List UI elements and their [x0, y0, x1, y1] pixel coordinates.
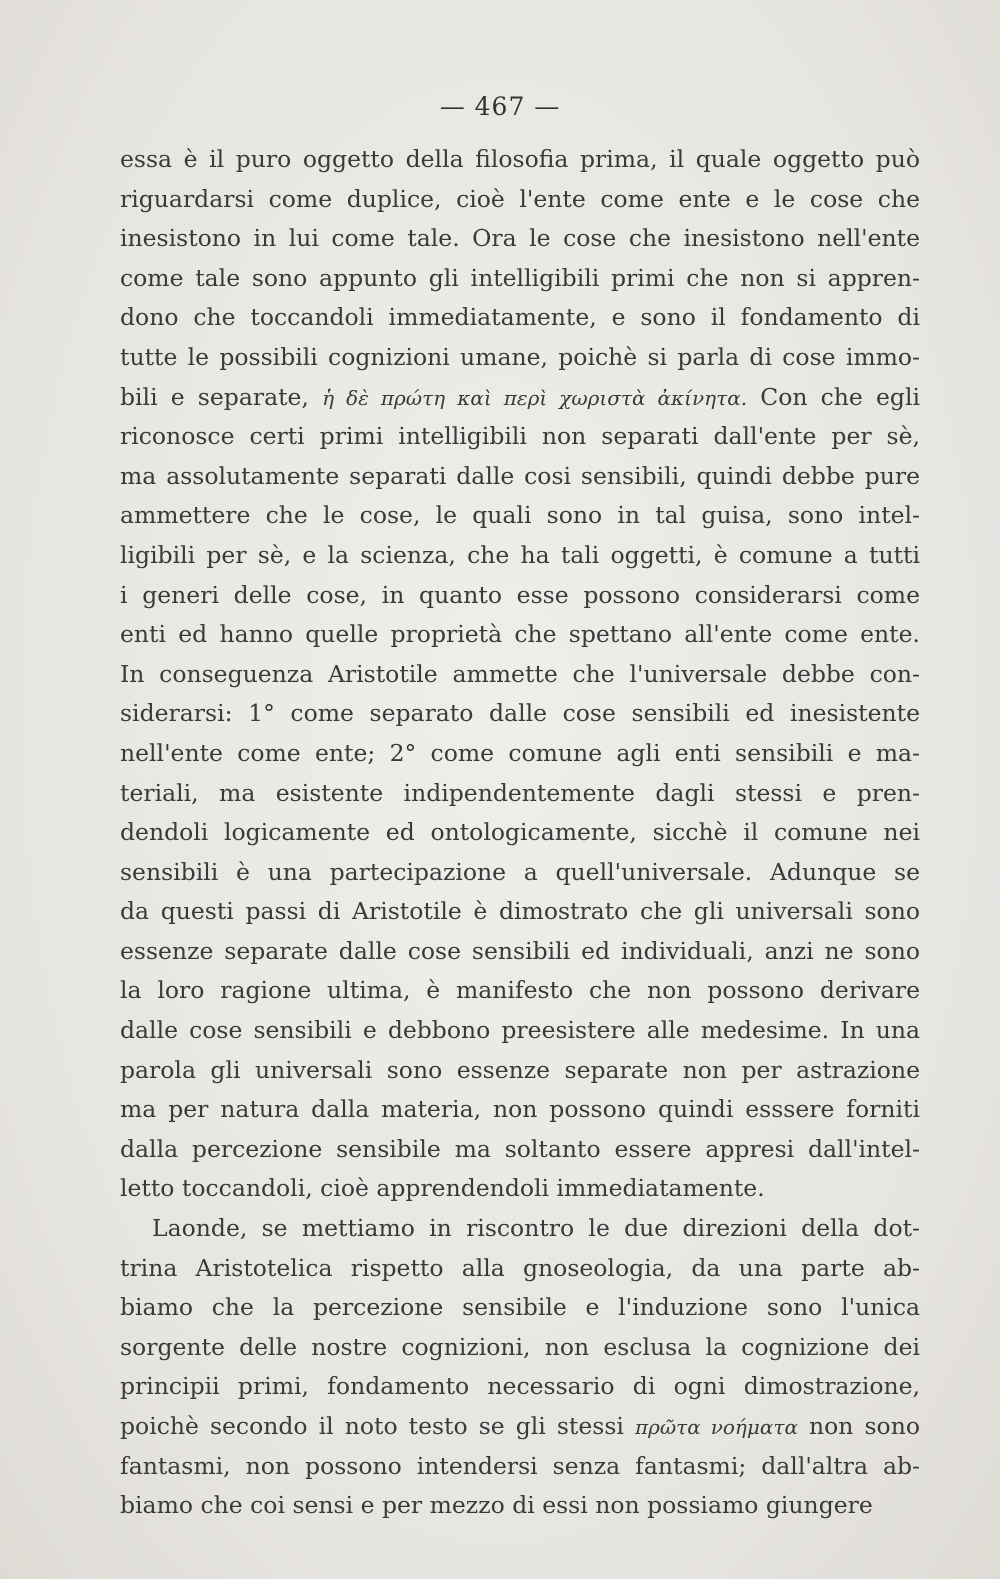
text-line	[120, 1169, 920, 1209]
text-line	[120, 576, 920, 616]
paragraph	[120, 1209, 920, 1526]
text-line	[120, 259, 920, 299]
text-line	[120, 496, 920, 536]
text-line	[120, 1090, 920, 1130]
text-segment: tutte le possibili cognizioni umane, poichè si parla di cose immo-	[120, 342, 920, 371]
text-segment: dono che toccandoli immediatamente, e sono il fondamento di	[120, 303, 920, 332]
text-line	[120, 298, 920, 338]
text-line	[120, 378, 920, 418]
text-segment: siderarsi: 1° come separato dalle cose sensibili ed inesistente	[120, 699, 920, 728]
paragraph	[120, 140, 920, 1209]
text-line	[120, 694, 920, 734]
greek-quote: πρῶτα νοήματα	[634, 1415, 798, 1439]
text-line	[120, 971, 920, 1011]
text-segment: Laonde, se mettiamo in riscontro le due direzioni della dot-	[152, 1214, 920, 1243]
text-segment: riguardarsi come duplice, cioè l'ente come ente e le cose che	[120, 184, 920, 213]
text-line	[120, 536, 920, 576]
text-segment: essa è il puro oggetto della filosofia prima, il quale oggetto può	[120, 145, 920, 173]
text-line	[120, 1407, 920, 1447]
text-segment: sensibili è una partecipazione a quell'universale. Adunque se	[120, 857, 920, 886]
text-line	[120, 1288, 920, 1328]
text-line	[120, 813, 920, 853]
text-line	[120, 457, 920, 497]
text-segment: biamo che coi sensi e per mezzo di essi non possiamo giungere	[120, 1491, 873, 1520]
text-line	[120, 1486, 920, 1526]
text-segment: come tale sono appunto gli intelligibili primi che non si appren-	[120, 263, 920, 292]
text-line	[120, 655, 920, 695]
text-segment: ligibili per sè, e la scienza, che ha tali oggetti, è comune a tutti	[120, 540, 920, 569]
text-line	[120, 338, 920, 378]
text-line	[120, 932, 920, 972]
text-segment: da questi passi di Aristotile è dimostrato che gli universali sono	[120, 897, 920, 926]
text-line	[120, 1328, 920, 1368]
text-line	[120, 140, 920, 180]
text-segment: Con che egli	[747, 382, 920, 411]
text-segment: fantasmi, non possono intendersi senza fantasmi; dall'altra ab-	[120, 1451, 920, 1480]
text-line	[120, 734, 920, 774]
text-segment: inesistono in lui come tale. Ora le cose che inesistono nell'ente	[120, 224, 920, 253]
text-segment: dendoli logicamente ed ontologicamente, sicchè il comune nei	[120, 818, 920, 847]
text-segment: nell'ente come ente; 2° come comune agli enti sensibili e ma-	[120, 738, 920, 767]
text-segment: teriali, ma esistente indipendentemente dagli stessi e pren-	[120, 778, 920, 807]
text-segment: dalla percezione sensibile ma soltanto essere appresi dall'intel-	[120, 1134, 920, 1163]
text-line	[120, 1209, 920, 1249]
text-line	[120, 774, 920, 814]
text-segment: sorgente delle nostre cognizioni, non esclusa la cognizione dei	[120, 1332, 920, 1361]
text-segment: ma per natura dalla materia, non possono quindi esssere forniti	[120, 1095, 920, 1124]
text-line	[120, 219, 920, 259]
text-line	[120, 1051, 920, 1091]
text-segment: riconosce certi primi intelligibili non separati dall'ente per sè,	[120, 422, 920, 451]
text-line	[120, 1249, 920, 1289]
text-segment: enti ed hanno quelle proprietà che spettano all'ente come ente.	[120, 620, 920, 649]
text-segment: bili e separate,	[120, 382, 323, 411]
text-segment: ma assolutamente separati dalle cosi sensibili, quindi debbe pure	[120, 461, 920, 490]
text-segment: poichè secondo il noto testo se gli stessi	[120, 1412, 635, 1440]
body-text	[120, 140, 920, 1526]
greek-quote: ἡ δὲ πρώτη καὶ περὶ χωριστὰ ἀκίνητα.	[322, 385, 748, 410]
page-number: — 467 —	[439, 92, 561, 121]
text-segment: dalle cose sensibili e debbono preesistere alle medesime. In una	[120, 1016, 920, 1045]
text-line	[120, 853, 920, 893]
text-segment: In conseguenza Aristotile ammette che l'universale debbe con-	[120, 659, 920, 688]
text-line	[120, 892, 920, 932]
text-segment: ammettere che le cose, le quali sono in tal guisa, sono intel-	[120, 501, 920, 530]
text-segment: trina Aristotelica rispetto alla gnoseologia, da una parte ab-	[120, 1253, 920, 1282]
text-segment: essenze separate dalle cose sensibili ed individuali, anzi ne sono	[120, 936, 920, 965]
text-line	[120, 615, 920, 655]
text-segment: parola gli universali sono essenze separate non per astrazione	[120, 1055, 920, 1084]
text-segment: la loro ragione ultima, è manifesto che non possono derivare	[120, 976, 920, 1005]
text-segment: letto toccandoli, cioè apprendendoli immediatamente.	[120, 1174, 765, 1203]
text-line	[120, 417, 920, 457]
text-line	[120, 180, 920, 220]
text-line	[120, 1367, 920, 1407]
text-segment: non sono	[797, 1412, 920, 1440]
text-line	[120, 1447, 920, 1487]
text-segment: principii primi, fondamento necessario di ogni dimostrazione,	[120, 1372, 920, 1401]
text-segment: biamo che la percezione sensibile e l'induzione sono l'unica	[120, 1293, 920, 1322]
text-line	[120, 1011, 920, 1051]
text-segment: i generi delle cose, in quanto esse possono considerarsi come	[120, 580, 920, 609]
text-line	[120, 1130, 920, 1170]
